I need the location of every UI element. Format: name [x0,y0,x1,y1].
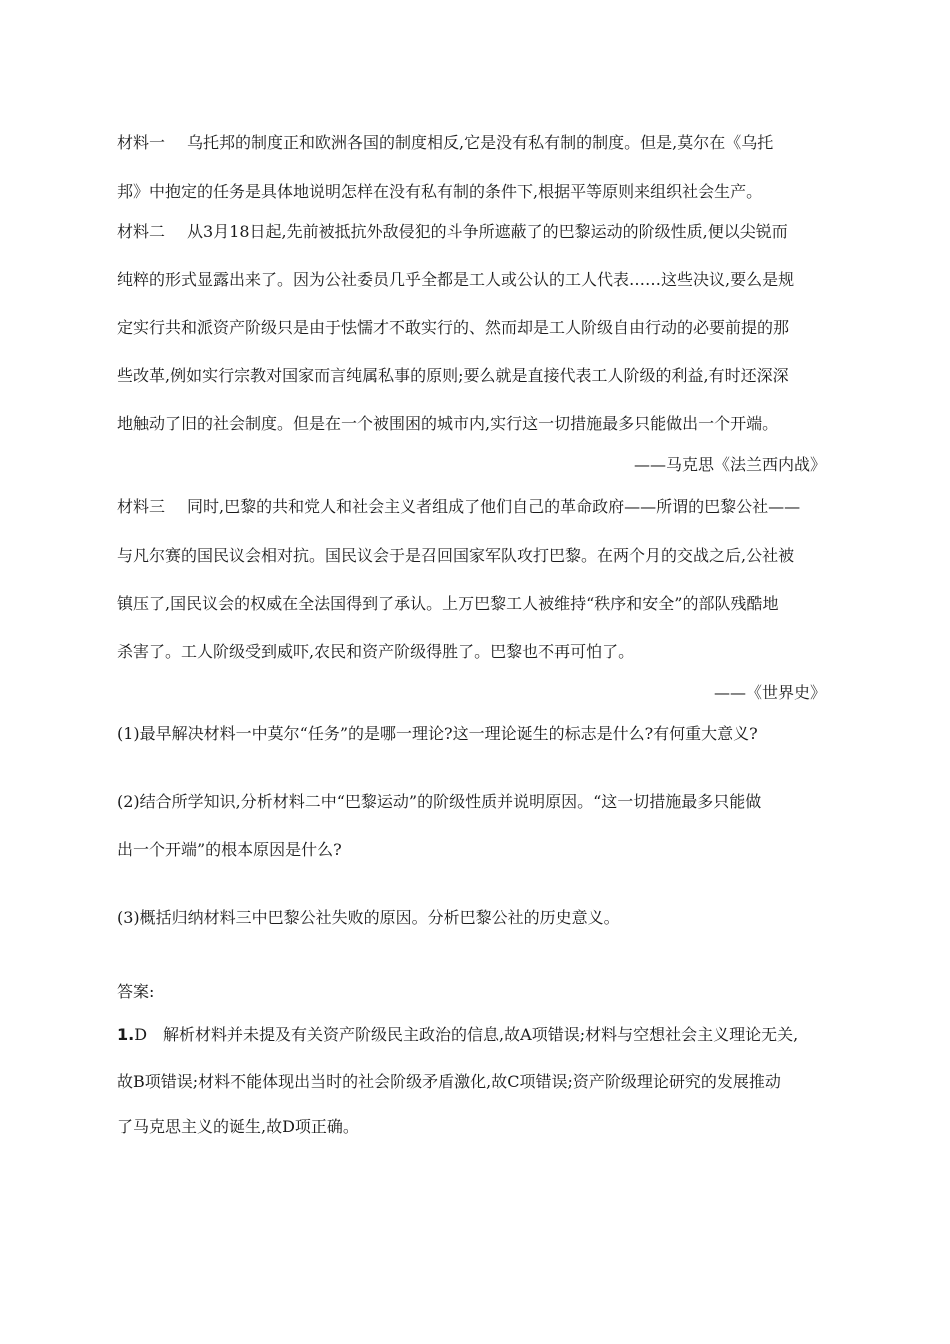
material1-line-2: 邦》中抱定的任务是具体地说明怎样在没有私有制的条件下,根据平等原则来组织社会生产。 [117,182,763,201]
material2-line-1 [117,222,788,242]
material2-line-3: 定实行共和派资产阶级只是由于怯懦才不敢实行的、然而却是工人阶级自由行动的必要前提的那 [117,318,790,337]
material3-line-3: 镇压了,国民议会的权威在全法国得到了承认。上万巴黎工人被维持“秩序和安全”的部队残酷地 [117,594,779,613]
answer-line-3: 了马克思主义的诞生,故D项正确。 [117,1117,359,1136]
material3-text: 同时,巴黎的共和党人和社会主义者组成了他们自己的革命政府——所谓的巴黎公社—— [187,497,801,516]
answer-heading: 答案: [117,982,155,1001]
answer-line-1 [117,1025,798,1045]
material1-line-1 [117,133,773,153]
material3-line-1 [117,497,800,517]
question-3: (3)概括归纳材料三中巴黎公社失败的原因。分析巴黎公社的历史意义。 [117,908,620,927]
material2-label: 材料二 [117,222,166,241]
material3-source: ——《世界史》 [713,683,826,702]
material2-line-5: 地触动了旧的社会制度。但是在一个被围困的城市内,实行这一切措施最多只能做出一个开端。 [117,414,779,433]
material3-line-2: 与凡尔赛的国民议会相对抗。国民议会于是召回国家军队攻打巴黎。在两个月的交战之后,公社被 [117,546,795,565]
material3-line-4: 杀害了。工人阶级受到威吓,农民和资产阶级得胜了。巴黎也不再可怕了。 [117,642,635,661]
material2-source: ——马克思《法兰西内战》 [633,455,826,474]
material2-line-4: 些改革,例如实行宗教对国家而言纯属私事的原则;要么就是直接代表工人阶级的利益,有时还深深 [117,366,789,385]
answer-line-2: 故B项错误;材料不能体现出当时的社会阶级矛盾激化,故C项错误;资产阶级理论研究的发展推动 [117,1072,781,1091]
answer-number: 1. [117,1025,135,1044]
question-2-line-1: (2)结合所学知识,分析材料二中“巴黎运动”的阶级性质并说明原因。“这一切措施最多只能做 [117,792,762,811]
question-2-line-2: 出一个开端”的根本原因是什么? [117,840,342,859]
material1-label: 材料一 [117,133,166,152]
material2-text: 从3月18日起,先前被抵抗外敌侵犯的斗争所遮蔽了的巴黎运动的阶级性质,便以尖锐而 [187,222,788,241]
material2-line-2: 纯粹的形式显露出来了。因为公社委员几乎全都是工人或公认的工人代表……这些决议,要么是规 [117,270,795,289]
question-1: (1)最早解决材料一中莫尔“任务”的是哪一理论?这一理论诞生的标志是什么?有何重大意义? [117,724,758,743]
material3-label: 材料三 [117,497,166,516]
answer-text: D 解析材料并未提及有关资产阶级民主政治的信息,故A项错误;材料与空想社会主义理论无关, [134,1025,799,1044]
material1-text: 乌托邦的制度正和欧洲各国的制度相反,它是没有私有制的制度。但是,莫尔在《乌托 [187,133,774,152]
